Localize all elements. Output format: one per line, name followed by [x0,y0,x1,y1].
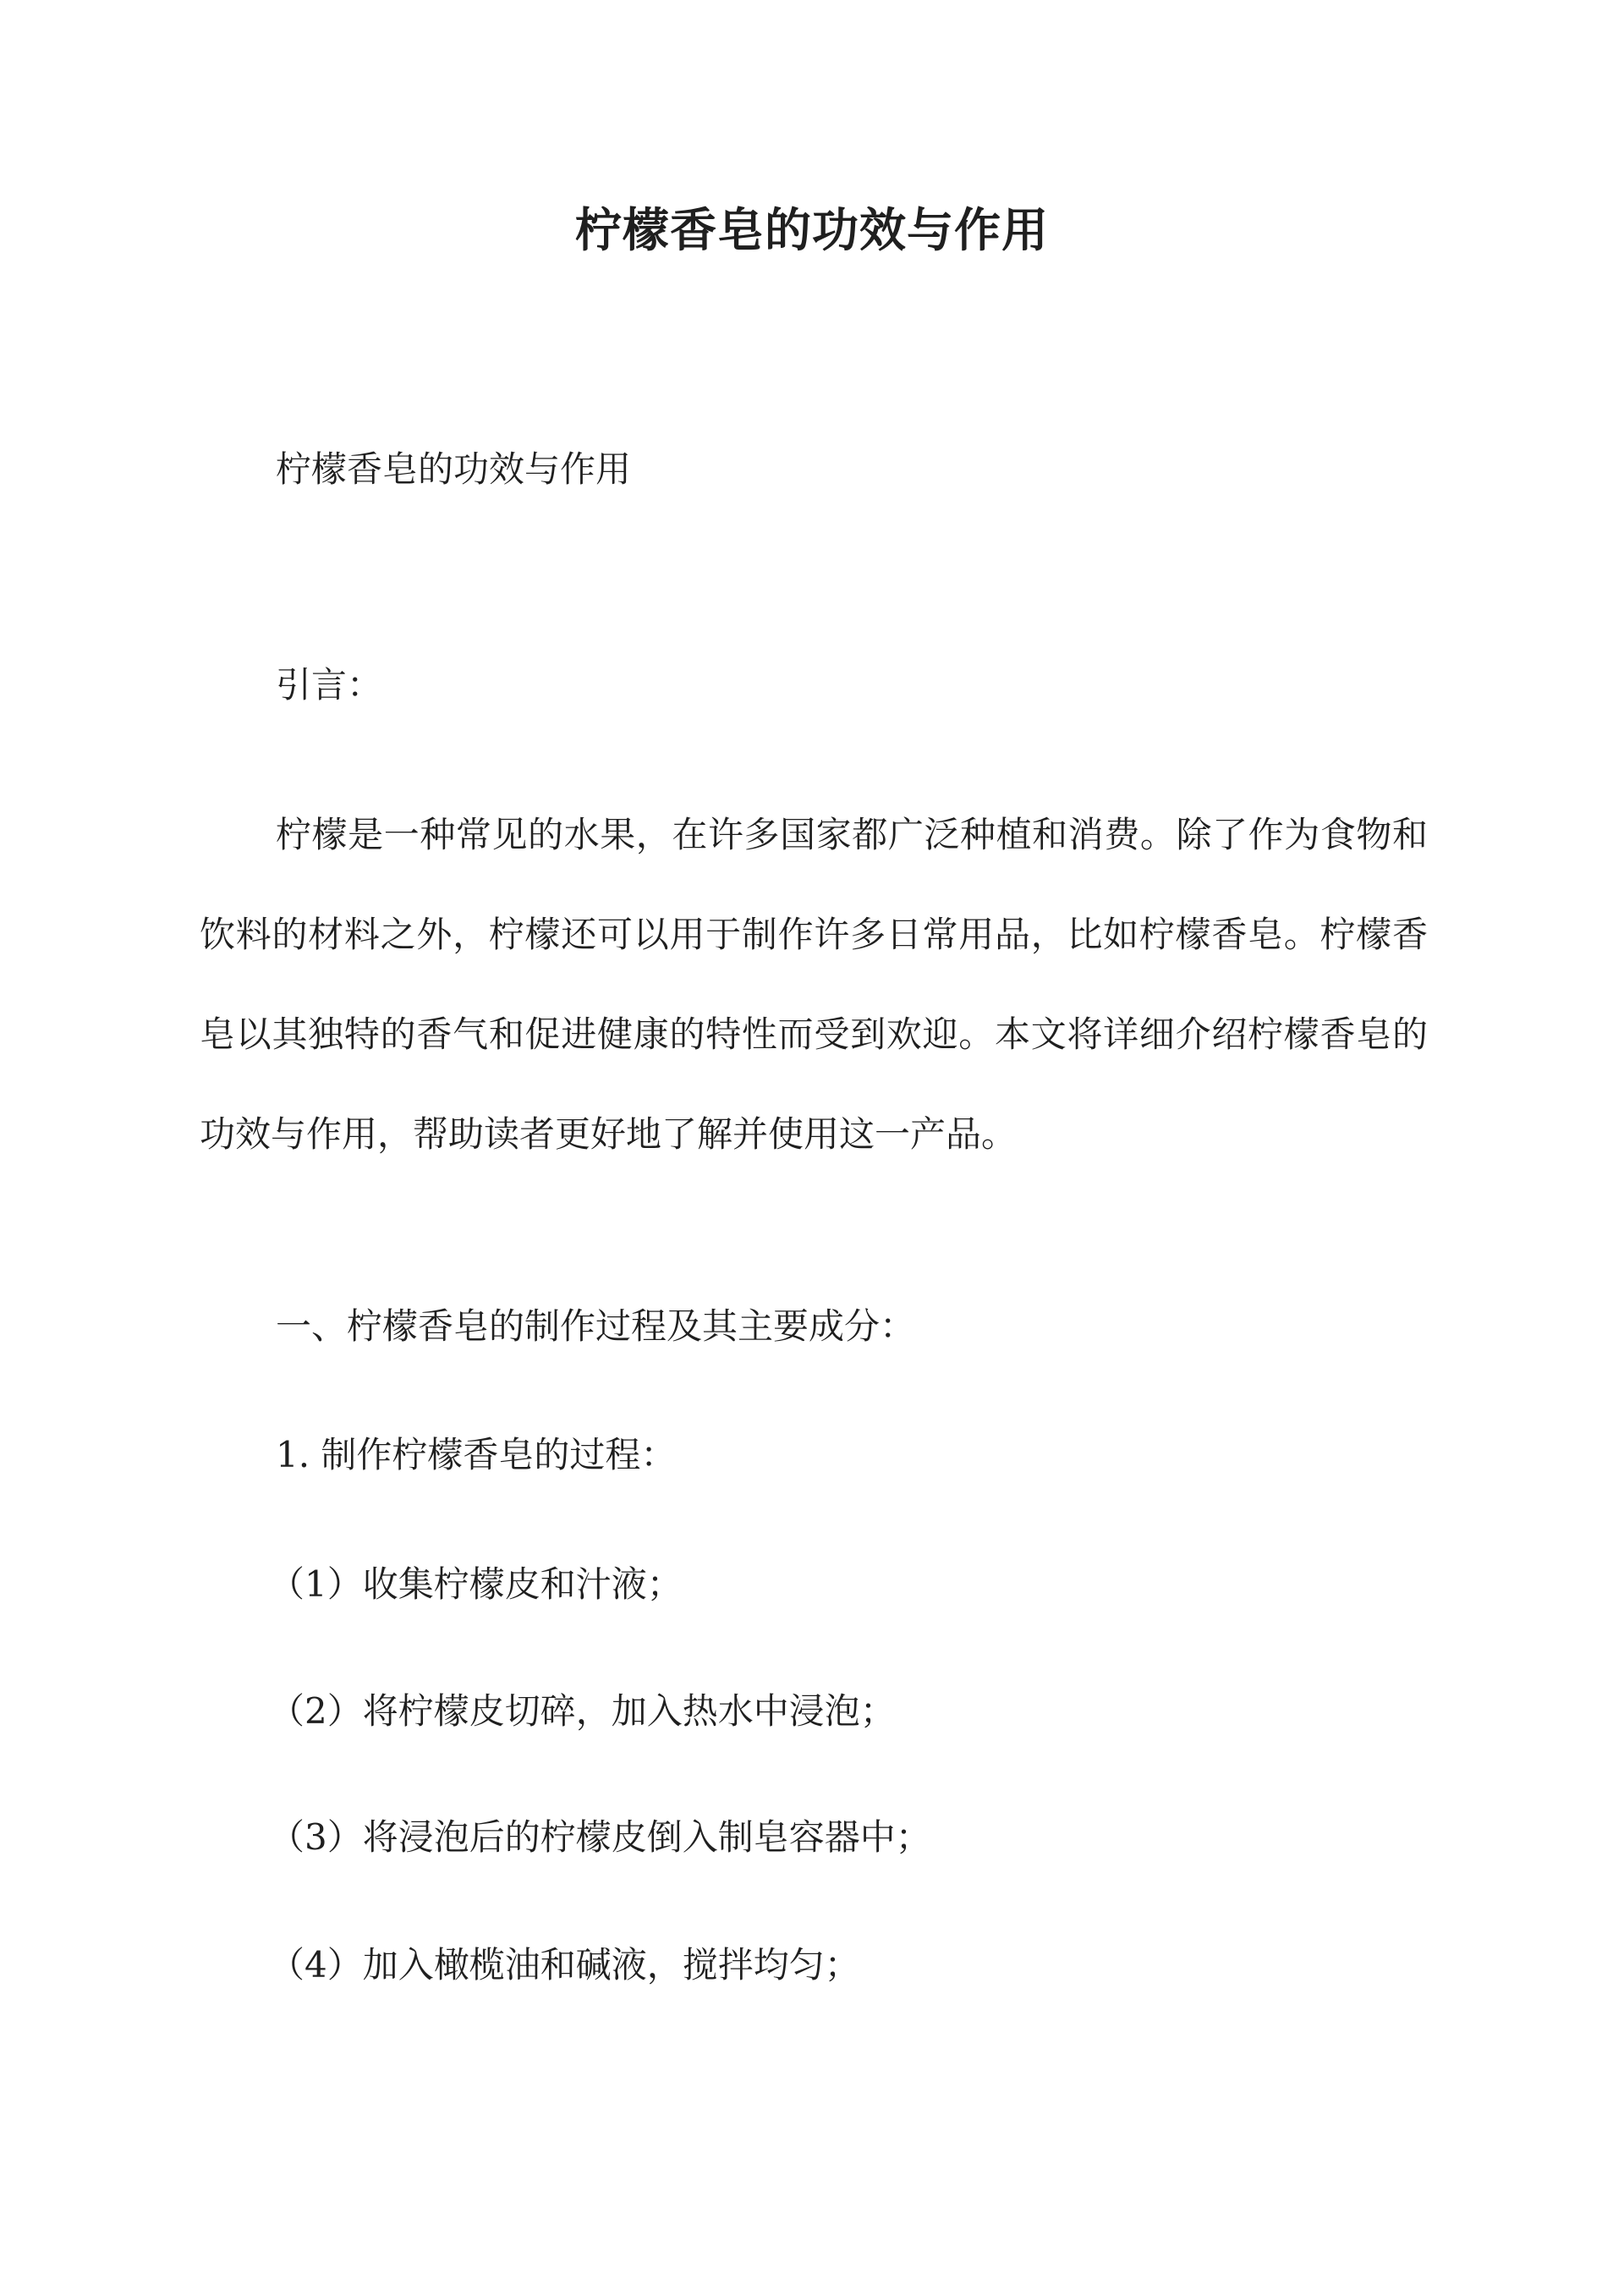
step-item-3: （3）将浸泡后的柠檬皮倒入制皂容器中； [269,1816,931,1858]
subsection1-heading: 1. 制作柠檬香皂的过程： [276,1434,677,1475]
section1-heading: 一、柠檬香皂的制作过程及其主要成分： [276,1305,916,1347]
intro-heading: 引言： [276,664,383,706]
step-item-2: （2）将柠檬皮切碎，加入热水中浸泡； [269,1690,896,1732]
intro-paragraph: 柠檬是一种常见的水果，在许多国家都广泛种植和消费。除了作为食物和饮料的材料之外，柠檬还可以用于制作许多日常用品，比如柠檬香皂。柠檬香皂以其独特的香气和促进健康的特性而受到欢迎。本文将详细介绍柠檬香皂的功效与作用，帮助读者更好地了解并使用这一产品。 [200,814,1428,1155]
document-subtitle: 柠檬香皂的功效与作用 [276,448,632,490]
document-title: 柠檬香皂的功效与作用 [574,202,1049,257]
step-item-4: （4）加入橄榄油和碱液，搅拌均匀； [269,1944,860,1986]
step-item-1: （1）收集柠檬皮和汁液； [269,1563,683,1605]
